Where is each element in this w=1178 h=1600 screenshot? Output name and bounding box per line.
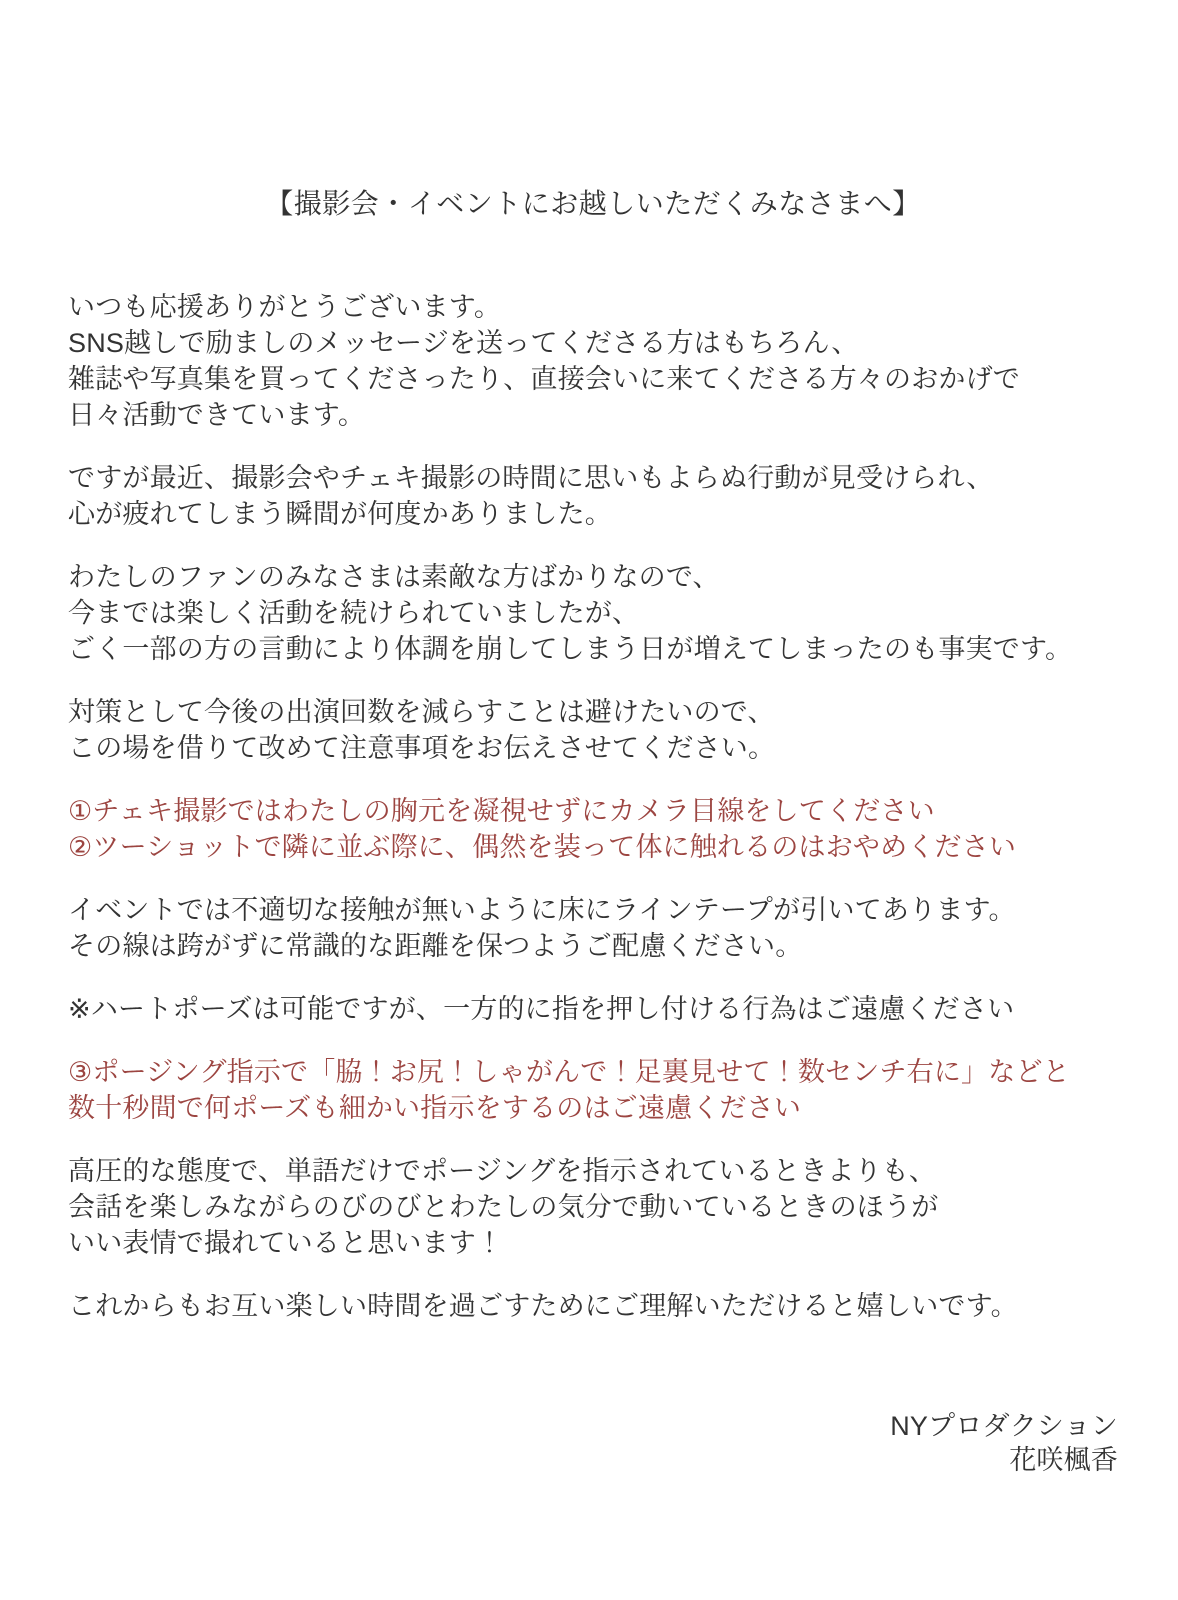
- rule-line: ③ポージング指示で「脇！お尻！しゃがんで！足裏見せて！数センチ右に」などと: [68, 1057, 1070, 1087]
- paragraph-line-tape: [68, 892, 1118, 964]
- paragraph-line: これからもお互い楽しい時間を過ごすためにご理解いただけると嬉しいです。: [68, 1291, 1018, 1321]
- paragraph-line: この場を借りて改めて注意事項をお伝えさせてください。: [68, 733, 776, 763]
- paragraph-line: わたしのファンのみなさまは素敵な方ばかりなので、: [68, 562, 720, 592]
- rule-3-red: [68, 1054, 1118, 1126]
- paragraph-closing: [68, 1288, 1118, 1324]
- paragraph-line: ですが最近、撮影会やチェキ撮影の時間に思いもよらぬ行動が見受けられ、: [68, 463, 994, 493]
- paragraph-heart-pose-note: [68, 991, 1118, 1027]
- paragraph-line: 高圧的な態度で、単語だけでポージングを指示されているときよりも、: [68, 1156, 937, 1186]
- signature-agency: NYプロダクション: [890, 1411, 1118, 1441]
- paragraph-line: 雑誌や写真集を買ってくださったり、直接会いに来てくださる方々のおかげで: [68, 364, 1020, 394]
- paragraph-line: 対策として今後の出演回数を減らすことは避けたいので、: [68, 697, 775, 727]
- paragraph-line: いい表情で撮れていると思います！: [68, 1228, 504, 1258]
- page-title: 【撮影会・イベントにお越しいただくみなさまへ】: [265, 188, 921, 219]
- rules-1-2-red: [68, 793, 1118, 865]
- paragraph-line: ※ハートポーズは可能ですが、一方的に指を押し付ける行為はご遠慮ください: [68, 994, 1015, 1024]
- paragraph-line: イベントでは不適切な接触が無いように床にラインテープが引いてあります。: [68, 895, 1016, 925]
- paragraph-line: 心が疲れてしまう瞬間が何度かありました。: [68, 499, 612, 529]
- signature-block: [68, 1409, 1118, 1477]
- paragraph-line: SNS越しで励ましのメッセージを送ってくださる方はもちろん、: [68, 328, 859, 358]
- paragraph-fans: [68, 559, 1118, 667]
- signature-name: 花咲楓香: [1009, 1445, 1118, 1475]
- rule-line: ②ツーショットで隣に並ぶ際に、偶然を装って体に触れるのはおやめください: [68, 832, 1017, 862]
- paragraph-posing-preference: [68, 1153, 1118, 1261]
- paragraph-line: その線は跨がずに常識的な距離を保つようご配慮ください。: [68, 931, 803, 961]
- paragraph-line: 会話を楽しみながらのびのびとわたしの気分で動いているときのほうが: [68, 1192, 939, 1222]
- paragraph-line: いつも応援ありがとうございます。: [68, 292, 502, 322]
- paragraph-line: ごく一部の方の言動により体調を崩してしまう日が増えてしまったのも事実です。: [68, 634, 1073, 664]
- rule-line: 数十秒間で何ポーズも細かい指示をするのはご遠慮ください: [68, 1093, 802, 1123]
- rule-line: ①チェキ撮影ではわたしの胸元を凝視せずにカメラ目線をしてください: [68, 796, 935, 826]
- paragraph-line: 日々活動できています。: [68, 400, 366, 430]
- paragraph-countermeasure: [68, 694, 1118, 766]
- paragraph-recent-issues: [68, 460, 1118, 532]
- paragraph-thanks: [68, 289, 1118, 433]
- paragraph-line: 今までは楽しく活動を続けられていましたが、: [68, 598, 640, 628]
